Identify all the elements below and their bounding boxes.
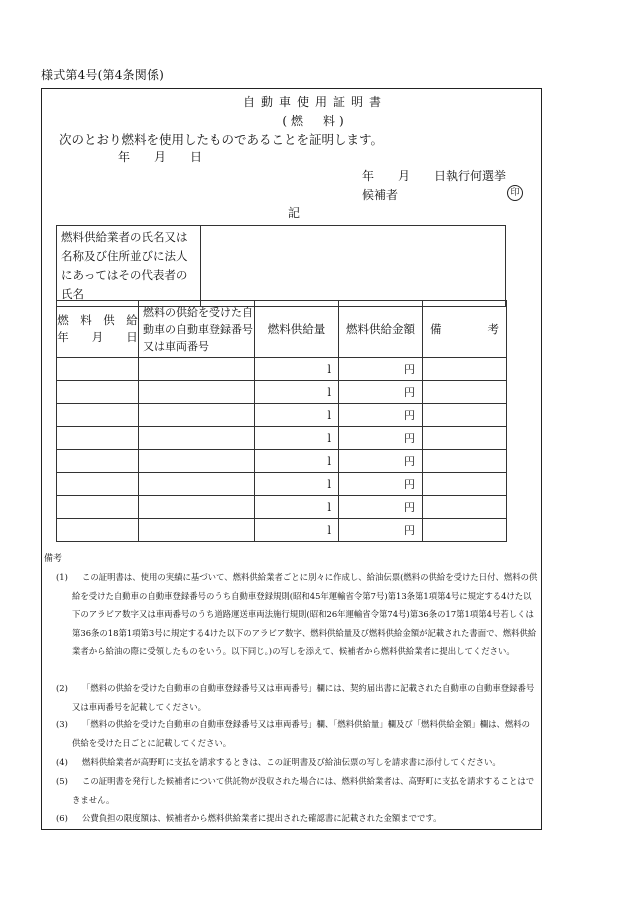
note-text: この証明書は、使用の実績に基づいて、燃料供給業者ごとに別々に作成し、給油伝票(燃料の供給を受けた日付、燃料の供給を受けた自動車の自動車登録番号のうち自動車登録規則(昭和45年運輸省令第7号)第13条第1項第4号に規定する4けた以下のアラビア数字又は車両番号のうち道路運送車両法施行規則(昭和26年運輸省令第74号)第36条の17第1項第4号若しくは第36条の18第1項第3号に規定する4けた以下のアラビア数字、燃料供給量及び燃料供給金額が記載された書面で、燃料供給業者から給油の際に受領したものをいう。以下同じ。)の写しを添えて、候補者から燃料供給業者に提出してください。: [72, 572, 538, 656]
fuel-table: [56, 300, 507, 542]
price-unit: 円: [339, 450, 423, 473]
amount-unit: l: [255, 519, 339, 542]
amount-unit: l: [255, 404, 339, 427]
header-fuel-price: 燃料供給金額: [339, 301, 423, 358]
note-text: 公費負担の限度額は、候補者から燃料供給業者に提出された確認書に記載された金額までです。: [82, 813, 442, 823]
form-number: 様式第4号(第4条関係): [41, 68, 165, 82]
seal-mark: 印: [507, 185, 523, 201]
document-title: 自動車使用証明書: [242, 95, 387, 109]
amount-unit: l: [255, 496, 339, 519]
ki-heading: 記: [288, 206, 301, 220]
note-text: この証明書を発行した候補者について供託物が没収された場合には、燃料供給業者は、高野町に支払を請求することはできません。: [72, 776, 535, 805]
note-item: [44, 568, 538, 661]
note-number: (5): [56, 776, 68, 786]
election-date-line: 年 月 日執行何選挙: [362, 169, 507, 183]
header-supply-date: 燃 料 供 給 年 月 日: [57, 301, 139, 358]
amount-unit: l: [255, 427, 339, 450]
table-row: [57, 450, 507, 473]
table-row: [57, 404, 507, 427]
price-unit: 円: [339, 427, 423, 450]
price-unit: 円: [339, 496, 423, 519]
table-row: [57, 358, 507, 381]
certification-statement: 次のとおり燃料を使用したものであることを証明します。: [59, 132, 384, 147]
table-row: [57, 427, 507, 450]
header-vehicle-number: 燃料の供給を受けた自動車の自動車登録番号又は車両番号: [139, 301, 255, 358]
supplier-value-cell: [201, 226, 506, 307]
table-row: [57, 473, 507, 496]
note-text: 「燃料の供給を受けた自動車の自動車登録番号又は車両番号」欄、「燃料供給量」欄及び「燃料供給金額」欄は、燃料の供給を受けた日ごとに記載してください。: [72, 719, 531, 748]
candidate-label: 候補者: [362, 188, 399, 202]
note-item: [44, 679, 538, 716]
document-subtitle: (燃 料): [282, 114, 348, 128]
note-number: (6): [56, 813, 68, 823]
note-item: [44, 715, 538, 752]
amount-unit: l: [255, 358, 339, 381]
amount-unit: l: [255, 381, 339, 404]
price-unit: 円: [339, 381, 423, 404]
table-row: [57, 381, 507, 404]
table-row: [57, 519, 507, 542]
note-number: (1): [56, 572, 68, 582]
price-unit: 円: [339, 358, 423, 381]
supplier-label: 燃料供給業者の氏名又は名称及び住所並びに法人にあってはその代表者の氏名: [57, 226, 201, 307]
supplier-table: [56, 225, 506, 307]
header-fuel-amount: 燃料供給量: [255, 301, 339, 358]
note-number: (2): [56, 683, 68, 693]
note-number: (3): [56, 719, 68, 729]
notes-heading: 備考: [44, 554, 63, 564]
note-number: (4): [56, 757, 68, 767]
amount-unit: l: [255, 473, 339, 496]
price-unit: 円: [339, 404, 423, 427]
note-item: [44, 772, 538, 809]
price-unit: 円: [339, 519, 423, 542]
note-text: 「燃料の供給を受けた自動車の自動車登録番号又は車両番号」欄には、契約届出書に記載された自動車の自動車登録番号又は車両番号を記載してください。: [72, 683, 535, 712]
amount-unit: l: [255, 450, 339, 473]
note-item: [44, 753, 538, 772]
note-item: [44, 809, 538, 828]
price-unit: 円: [339, 473, 423, 496]
certification-date: 年 月 日: [118, 150, 203, 164]
note-text: 燃料供給業者が高野町に支払を請求するときは、この証明書及び給油伝票の写しを請求書に添付してください。: [82, 757, 501, 767]
header-remarks: 備 考: [423, 301, 507, 358]
table-row: [57, 496, 507, 519]
